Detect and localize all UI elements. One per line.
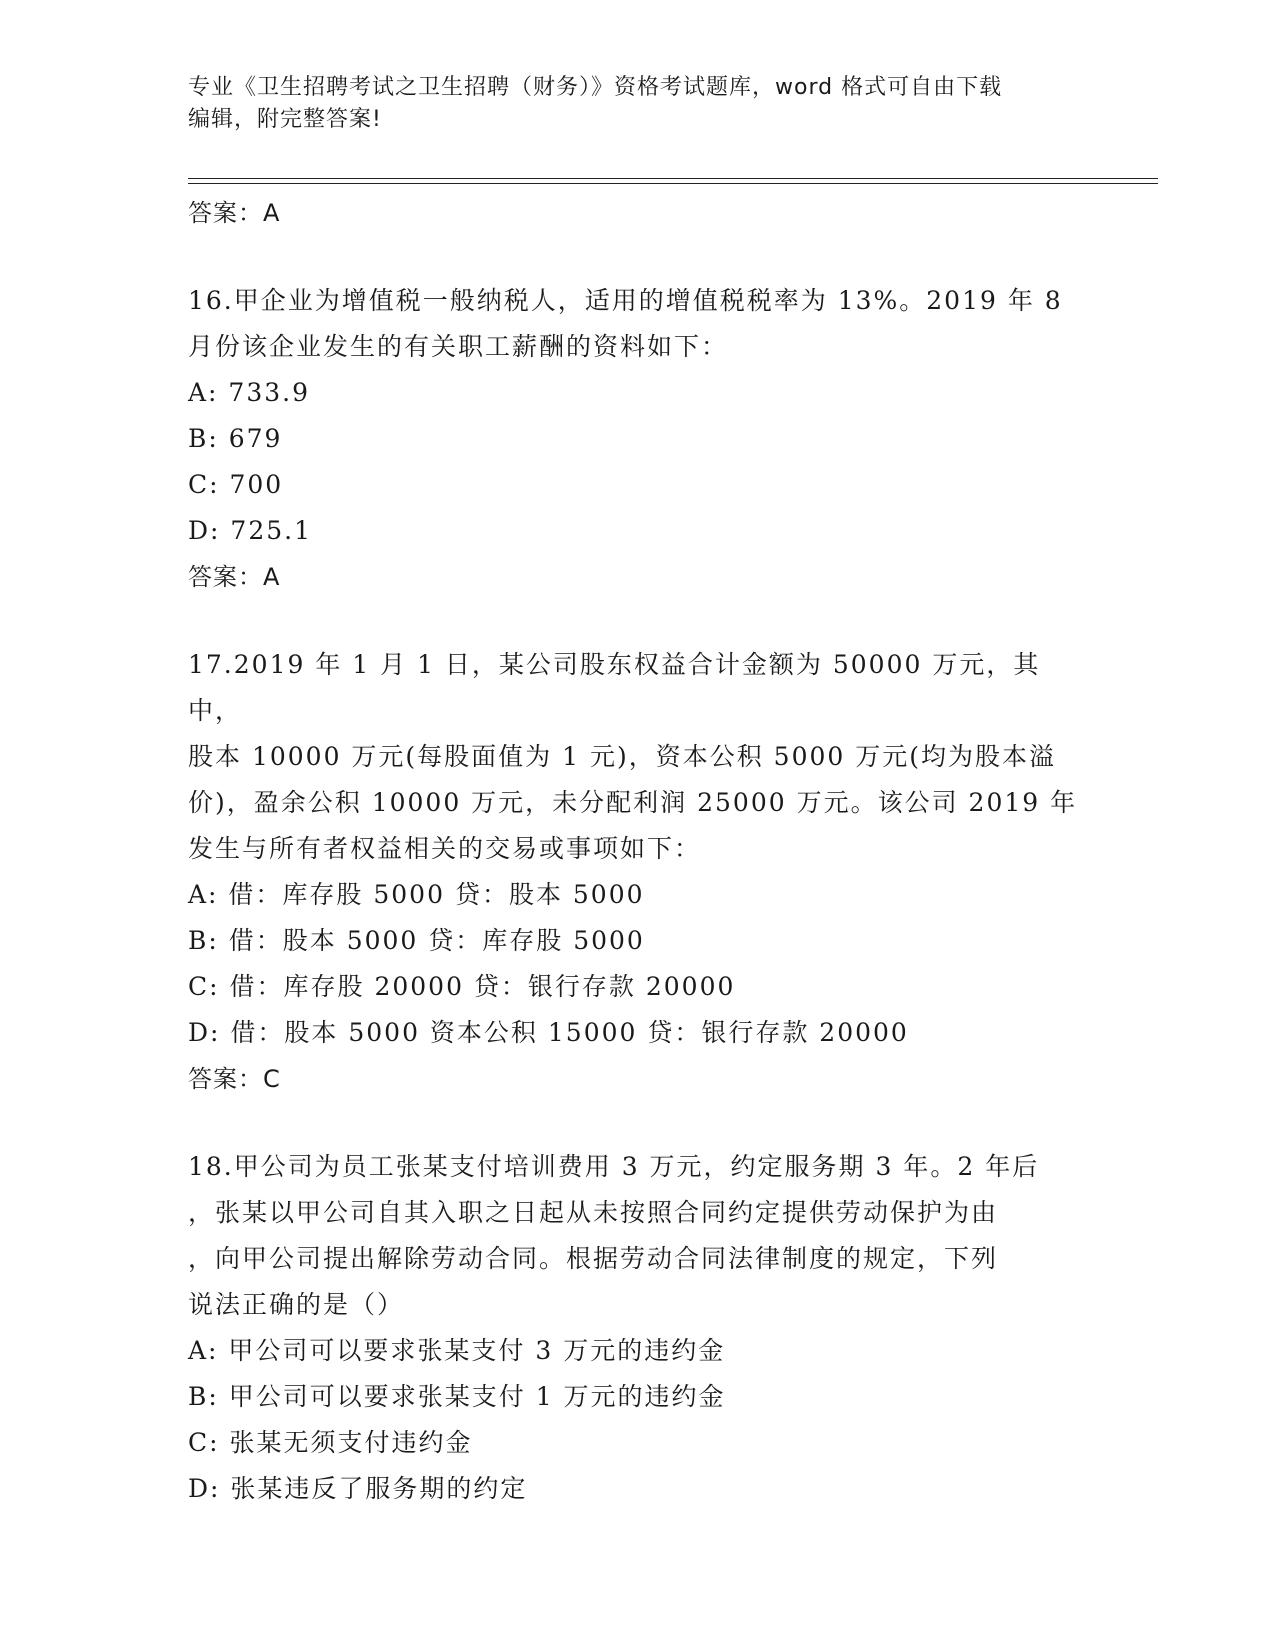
header-divider-bottom: [188, 183, 1158, 184]
question-stem-line: 价)，盈余公积 10000 万元，未分配利润 25000 万元。该公司 2019 年: [188, 788, 1078, 817]
previous-answer: 答案：A: [188, 199, 281, 227]
document-header: [188, 72, 1088, 136]
question-stem-line: ，张某以甲公司自其入职之日起从未按照合同约定提供劳动保护为由: [188, 1198, 999, 1227]
question-stem-line: 17.2019 年 1 月 1 日，某公司股东权益合计金额为 50000 万元，其中，: [188, 650, 1041, 725]
question-stem-line: 说法正确的是（）: [188, 1290, 405, 1319]
option-b: B: 679: [188, 424, 283, 453]
question-17: [188, 642, 1088, 1102]
header-line-2: 编辑，附完整答案!: [188, 107, 382, 132]
option-b: B: 甲公司可以要求张某支付 1 万元的违约金: [188, 1382, 726, 1411]
question-stem-line: 月份该企业发生的有关职工薪酬的资料如下：: [188, 332, 729, 361]
header-divider-top: [188, 178, 1158, 179]
option-d: D: 张某违反了服务期的约定: [188, 1474, 528, 1503]
option-c: C: 700: [188, 470, 284, 499]
answer: 答案：A: [188, 563, 281, 591]
option-d: D: 借：股本 5000 资本公积 15000 贷：银行存款 20000: [188, 1018, 909, 1047]
question-stem-line: 16.甲企业为增值税一般纳税人，适用的增值税税率为 13%。2019 年 8: [188, 286, 1063, 315]
option-a: A: 733.9: [188, 378, 310, 407]
question-stem-line: ，向甲公司提出解除劳动合同。根据劳动合同法律制度的规定，下列: [188, 1244, 999, 1273]
answer: 答案：C: [188, 1065, 281, 1093]
option-a: A: 甲公司可以要求张某支付 3 万元的违约金: [188, 1336, 726, 1365]
header-line-1: 专业《卫生招聘考试之卫生招聘（财务）》资格考试题库，word 格式可自由下载: [188, 75, 1003, 100]
document-body: [188, 188, 1088, 1512]
option-c: C: 借：库存股 20000 贷：银行存款 20000: [188, 972, 736, 1001]
option-a: A: 借：库存股 5000 贷：股本 5000: [188, 880, 645, 909]
question-stem-line: 股本 10000 万元(每股面值为 1 元)，资本公积 5000 万元(均为股本溢: [188, 742, 1057, 771]
question-18: [188, 1144, 1088, 1512]
option-d: D: 725.1: [188, 516, 312, 545]
question-stem-line: 18.甲公司为员工张某支付培训费用 3 万元，约定服务期 3 年。2 年后: [188, 1152, 1040, 1181]
option-c: C: 张某无须支付违约金: [188, 1428, 473, 1457]
question-stem-line: 发生与所有者权益相关的交易或事项如下：: [188, 834, 702, 863]
option-b: B: 借：股本 5000 贷：库存股 5000: [188, 926, 645, 955]
question-16: [188, 278, 1088, 600]
